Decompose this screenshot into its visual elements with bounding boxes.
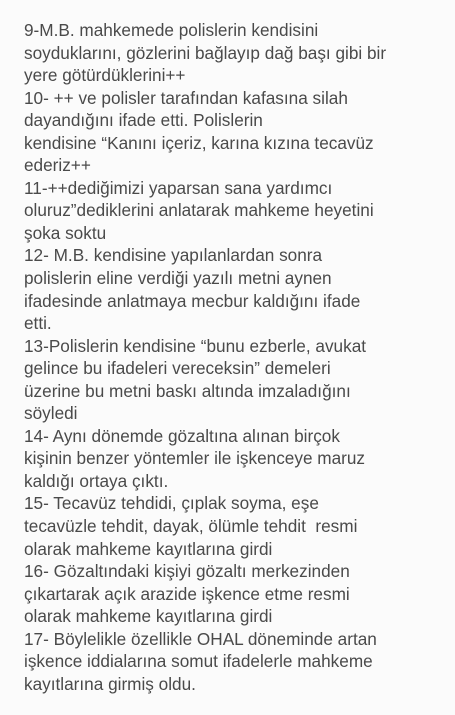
text-line: olarak mahkeme kayıtlarına girdi (24, 538, 273, 559)
text-line: soyduklarını, gözlerini bağlayıp dağ başı gibi bir (24, 42, 387, 63)
text-line: gelince bu ifadeleri vereceksin” demeleri (24, 358, 331, 379)
text-line: işkence iddialarına somut ifadelerle mahkeme (24, 651, 373, 672)
text-line: üzerine bu metni baskı altında imzaladığını (24, 380, 351, 401)
text-line: kayıtlarına girmiş oldu. (24, 673, 196, 694)
text-line: 10- ++ ve polisler tarafından kafasına silah (24, 87, 348, 108)
text-line: olarak mahkeme kayıtlarına girdi (24, 606, 273, 627)
text-line: kişinin benzer yöntemler ile işkenceye maruz (24, 448, 366, 469)
text-line: 17- Böylelikle özellikle OHAL döneminde artan (24, 628, 377, 649)
text-line: tecavüzle tehdit, dayak, ölümle tehdit resmi (24, 516, 358, 537)
text-line: etti. (24, 313, 52, 334)
text-line: polislerin eline verdiği yazılı metni aynen (24, 268, 332, 289)
text-line: söyledi (24, 403, 78, 424)
text-line: 14- Aynı dönemde gözaltına alınan birçok (24, 425, 340, 446)
text-line: ederiz++ (24, 155, 91, 176)
text-line: oluruz”dediklerini anlatarak mahkeme heyetini (24, 200, 374, 221)
text-line: 13-Polislerin kendisine “bunu ezberle, avukat (24, 335, 367, 356)
text-line: kaldığı ortaya çıktı. (24, 470, 169, 491)
text-line: 9-M.B. mahkemede polislerin kendisini (24, 20, 319, 40)
text-line: ifadesinde anlatmaya mecbur kaldığını ifade (24, 290, 361, 311)
text-line: çıkartarak açık arazide işkence etme resmi (24, 583, 350, 604)
text-line: 11-++dediğimizi yaparsan sana yardımcı (24, 177, 333, 198)
text-line: kendisine “Kanını içeriz, karına kızına tecavüz (24, 132, 374, 153)
text-line: 16- Gözaltındaki kişiyi gözaltı merkezinden (24, 561, 350, 582)
text-line: dayandığını ifade etti. Polislerin (24, 110, 263, 131)
text-line: şoka soktu (24, 222, 107, 243)
text-line: 15- Tecavüz tehdidi, çıplak soyma, eşe (24, 493, 319, 514)
text-line: 12- M.B. kendisine yapılanlardan sonra (24, 245, 323, 266)
text-line: yere götürdüklerini++ (24, 65, 186, 86)
